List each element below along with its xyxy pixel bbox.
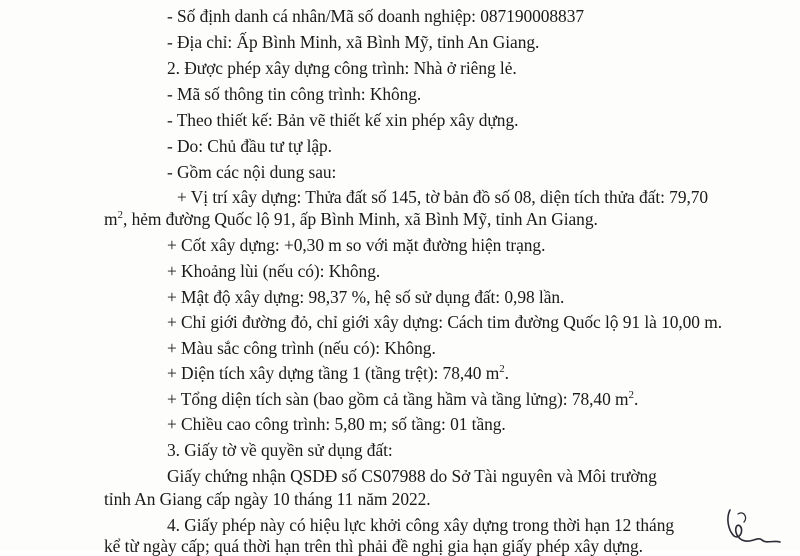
text-line-id-number: - Số định danh cá nhân/Mã số doanh nghiệp: 087190008837 xyxy=(167,6,584,26)
text-line-design: - Theo thiết kế: Bản vẽ thiết kế xin phép xây dựng. xyxy=(167,110,519,130)
unit-comma: , xyxy=(122,209,128,229)
text-line-validity-continued: kể từ ngày cấp; quá thời hạn trên thì phải đề nghị gia hạn giấy phép xây dựng. xyxy=(104,536,643,556)
text-line-height: + Chiều cao công trình: 5,80 m; số tầng: 01 tầng. xyxy=(167,414,506,434)
text-line-boundary: + Chỉ giới đường đỏ, chỉ giới xây dựng: Cách tim đường Quốc lộ 91 là 10,00 m. xyxy=(167,312,723,332)
period: . xyxy=(504,363,509,383)
text-line-elevation: + Cốt xây dựng: +0,30 m so với mặt đường hiện trạng. xyxy=(167,235,546,255)
text-line-address: - Địa chỉ: Ấp Bình Minh, xã Bình Mỹ, tỉnh An Giang. xyxy=(167,32,540,52)
total-floor-area-text: + Tổng diện tích sàn (bao gồm cả tầng hầm và tầng lửng): 78,40 m xyxy=(167,389,629,409)
text-line-project-code: - Mã số thông tin công trình: Không. xyxy=(167,84,422,104)
unit-sup-2: 2 xyxy=(499,363,505,376)
text-line-certificate-continued: tỉnh An Giang cấp ngày 10 tháng 11 năm 2022. xyxy=(104,489,431,509)
text-line-certificate: Giấy chứng nhận QSDĐ số CS07988 do Sở Tài nguyên và Môi trường xyxy=(167,466,657,486)
text-line-total-floor-area xyxy=(167,389,638,409)
text-line-validity: 4. Giấy phép này có hiệu lực khởi công xây dựng trong thời hạn 12 tháng xyxy=(167,515,675,535)
text-line-contents-heading: - Gồm các nội dung sau: xyxy=(167,162,337,182)
text-line-location-continued xyxy=(104,209,598,229)
ground-area-text: + Diện tích xây dựng tầng 1 (tầng trệt): 78,40 m xyxy=(167,363,500,383)
text-line-permit-type: 2. Được phép xây dựng công trình: Nhà ở riêng lẻ. xyxy=(167,58,517,78)
text-line-color: + Màu sắc công trình (nếu có): Không. xyxy=(167,338,436,358)
text-line-setback: + Khoảng lùi (nếu có): Không. xyxy=(167,261,381,281)
text-line-density: + Mật độ xây dựng: 98,37 %, hệ số sử dụng đất: 0,98 lần. xyxy=(167,287,565,307)
unit-m: m xyxy=(104,209,118,229)
unit-sup-2: 2 xyxy=(628,389,634,402)
text-line-designer: - Do: Chủ đầu tư tự lập. xyxy=(167,136,332,156)
text-line-location-rest: hẻm đường Quốc lộ 91, ấp Bình Minh, xã Bình Mỹ, tỉnh An Giang. xyxy=(131,209,598,229)
text-line-ground-area xyxy=(167,363,509,383)
signature-mark xyxy=(718,500,788,550)
text-line-land-rights-heading: 3. Giấy tờ về quyền sử dụng đất: xyxy=(167,440,393,460)
period: . xyxy=(633,389,639,409)
text-line-location: + Vị trí xây dựng: Thửa đất số 145, tờ bản đồ số 08, diện tích thửa đất: 79,70 xyxy=(177,187,709,207)
unit-sup-2: 2 xyxy=(117,209,123,222)
